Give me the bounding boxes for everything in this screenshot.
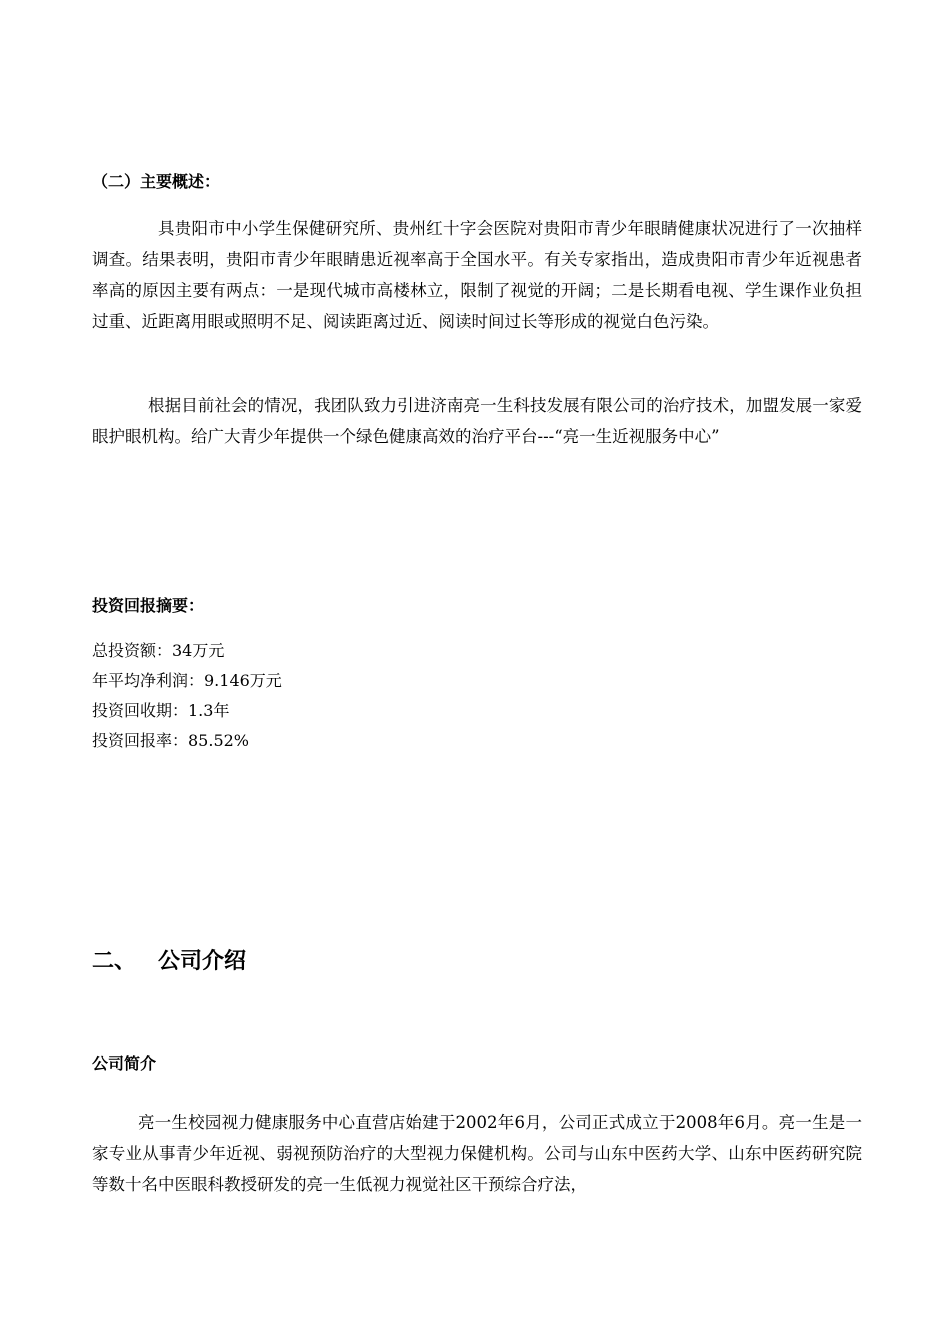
company-intro-paragraph: 亮一生校园视力健康服务中心直营店始建于2002年6月，公司正式成立于2008年6月。亮一生是一家专业从事青少年近视、弱视预防治疗的大型视力保健机构。公司与山东中医药大学、山东中医药研究院等数十名中医眼科教授研发的亮一生低视力视觉社区干预综合疗法， [92, 1113, 862, 1194]
overview-paragraph-2: 根据目前社会的情况，我团队致力引进济南亮一生科技发展有限公司的治疗技术，加盟发展一家爱眼护眼机构。给广大青少年提供一个绿色健康高效的治疗平台---“亮一生近视服务中心” [92, 396, 862, 446]
investment-item-total: 总投资额：34万元 [92, 641, 225, 660]
chapter-title [92, 948, 862, 976]
overview-paragraph-1: 具贵阳市中小学生保健研究所、贵州红十字会医院对贵阳市青少年眼睛健康状况进行了一次抽样调查。结果表明，贵阳市青少年眼睛患近视率高于全国水平。有关专家指出，造成贵阳市青少年近视患者率高的原因主要有两点：一是现代城市高楼林立，限制了视觉的开阔；二是长期看电视、学生课作业负担过重、近距离用眼或照明不足、阅读距离过近、阅读时间过长等形成的视觉白色污染。 [92, 219, 862, 331]
investment-item-profit: 年平均净利润：9.146万元 [92, 671, 282, 690]
investment-item-payback: 投资回收期：1.3年 [92, 701, 230, 720]
investment-list [92, 636, 862, 756]
chapter-number: 二、 [92, 949, 137, 974]
chapter-title-text: 公司介绍 [158, 949, 247, 974]
investment-summary-heading: 投资回报摘要： [92, 596, 205, 615]
investment-item-return: 投资回报率：85.52% [92, 731, 250, 750]
section-heading-overview: （二）主要概述： [92, 172, 221, 191]
company-intro-heading: 公司简介 [92, 1054, 157, 1073]
